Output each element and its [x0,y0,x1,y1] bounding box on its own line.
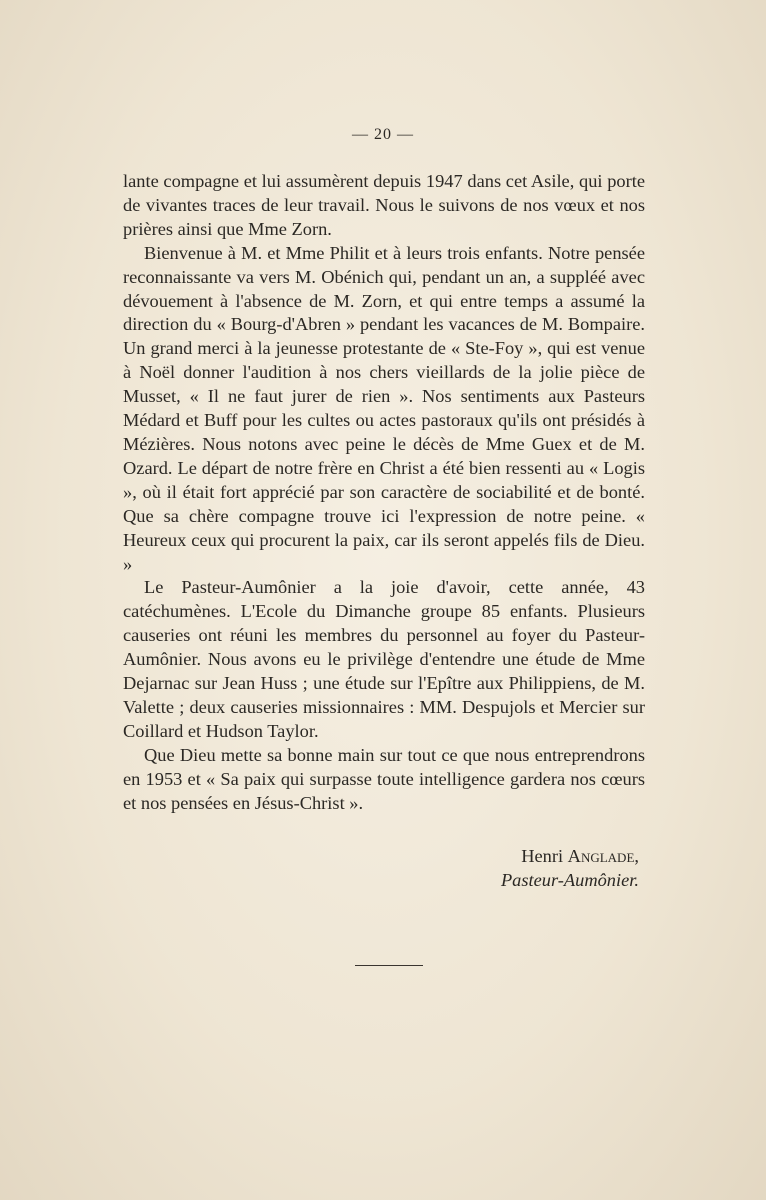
signature-title: Pasteur-Aumônier. [500,870,639,890]
paragraph-welcome: Bienvenue à M. et Mme Philit et à leurs trois enfants. Notre pensée reconnaissante va vers M. Obénich qui, pendant un an, a suppléé avec dévouement à l'absence de M. Zorn, et qui entre temps a assumé la direction du « Bourg-d'Abren » pendant les vacances de M. Bompaire. Un grand merci à la jeunesse protestante de « Ste-Foy », qui est venue à Noël donner l'audition à nos chers vieillards de la jolie pièce de Musset, « Il ne faut jurer de rien ». Nos sentiments aux Pasteurs Médard et Buff pour les cultes ou actes pastoraux qu'ils ont présidés à Mézières. Nous notons avec peine le décès de Mme Guex et de M. Ozard. Le départ de notre frère en Christ a été bien ressenti au « Logis », où il était fort apprécié par son caractère de sociabilité et de bonté. Que sa chère compagne trouve ici l'expression de notre peine. « Heureux ceux qui procurent la paix, car ils seront appelés fils de Dieu. » [123,242,645,574]
signature-last-name: Anglade, [567,846,639,866]
page-number: — 20 — [352,126,414,143]
signature-first-name: Henri [521,846,564,866]
paragraph-pastor-activities: Le Pasteur-Aumônier a la joie d'avoir, cette année, 43 catéchumènes. L'Ecole du Dimanche groupe 85 enfants. Plusieurs causeries ont réuni les membres du personnel au foyer du Pasteur-Aumônier. Nous avons eu le privilège d'entendre une étude de Mme Dejarnac sur Jean Huss ; une étude sur l'Epître aux Philippiens, de M. Valette ; deux causeries missionnaires : MM. Despujols et Mercier sur Coillard et Hudson Taylor. [123,577,645,741]
paragraph-closing: Que Dieu mette sa bonne main sur tout ce que nous entreprendrons en 1953 et « Sa paix qui surpasse toute intelligence gardera nos cœurs et nos pensées en Jésus-Christ ». [123,744,645,813]
paragraph-continuation: lante compagne et lui assumèrent depuis 1947 dans cet Asile, qui porte de vivantes traces de leur travail. Nous le suivons de nos vœux et nos prières ainsi que Mme Zorn. [123,171,645,239]
body-text [123,170,645,815]
signature-name [379,844,639,868]
signature [379,844,639,892]
end-divider [355,965,423,966]
